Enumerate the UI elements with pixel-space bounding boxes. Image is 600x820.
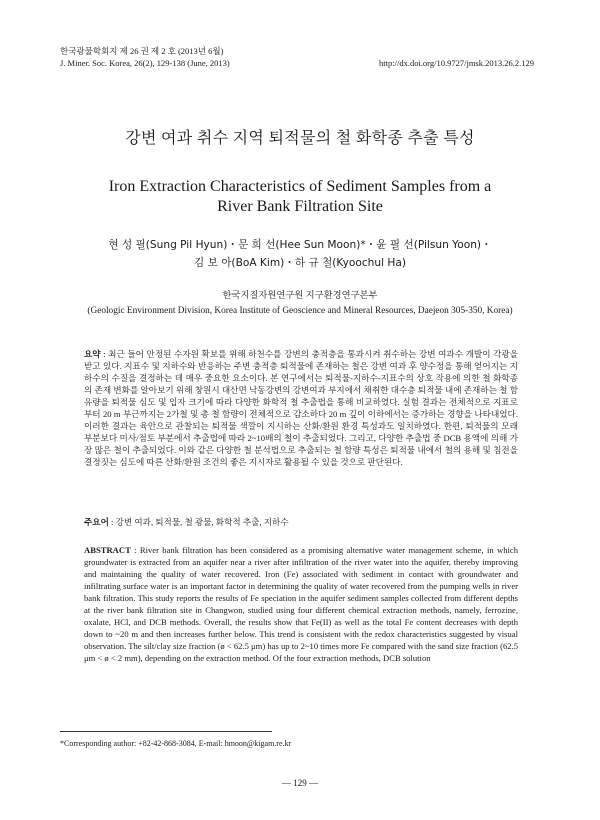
keywords-korean [84, 516, 518, 528]
journal-header-korean: 한국광물학회지 제 26 권 제 2 호 (2013년 6월) [60, 46, 224, 56]
abstract-korean-text: : 최근 들어 안정된 수자원 확보를 위해 하천수를 강변의 충적층을 통과시켜 취수하는 강변 여과수 개발이 각광을 받고 있다. 지표수 및 지하수와 반응하는 주변 충적층 퇴적물에 존재하는 철은 강변 여과 후 양수정을 통해 얻어지는 지하수의 수질을 결정하는 데 매우 중요한 요소이다. 본 연구에서는 퇴적물-지하수-지표수의 상호 작용에 의한 철 화학종의 존재 변화를 알아보기 위해 창원시 대산면 낙동강변의 강변여과 부지에서 채취한 대수층 퇴적물 내에 존재하는 철 함유량을 퇴적물 심도 및 입자 크기에 따라 다양한 화학적 철 추출법을 통해 비교하였다. 실험 결과는 전체적으로 지표로부터 20 m 부근까지는 2가철 및 총 철 함량이 전체적으로 감소하다 20 m 깊이 이하에서는 증가하는 경향을 나타내었다. 이러한 결과는 육안으로 관찰되는 퇴적물 색깔이 지시하는 산화/환원 환경 특성과도 일치하였다. 한편, 퇴적물의 모래 부분보다 미사/점토 부분에서 추출법에 따라 2~10배의 철이 추출되었다. 그리고, 다양한 추출법 중 DCB 용액에 의해 가장 많은 철이 추출되었다. 이와 같은 다양한 철 분석법으로 추출되는 철 함량 특성은 퇴적물 내에서 철의 용해 및 침전을 결정짓는 심도에 따른 산화/환원 조건의 좋은 지시자로 활용될 수 있을 것으로 판단된다. [84, 349, 518, 468]
abstract-english [84, 544, 518, 664]
author-line-1: 현 성 필(Sung Pil Hyun)・문 희 선(Hee Sun Moon)*・윤 필 선(Pilsun Yoon)・ [108, 239, 492, 251]
journal-header-english: J. Miner. Soc. Korea, 26(2), 129-138 (June, 2013) [60, 58, 230, 68]
footnote-divider [60, 731, 272, 732]
author-list [40, 236, 560, 272]
keywords-korean-text: : 강변 여과, 퇴적물, 철 광물, 화학적 추출, 지하수 [108, 517, 289, 527]
author-line-2: 김 보 아(BoA Kim)・하 규 철(Kyoochul Ha) [194, 257, 406, 269]
abstract-korean [84, 348, 518, 468]
abstract-english-text: : River bank filtration has been considered as a promising alternative water management scheme, in which groundwater is extracted from an aquifer near a river after infiltration of the river water into the aquifer, thereby improving and maintaining the quality of water recovered. Iron (Fe) associated with sediment in contact with groundwater and infiltrating surface water is an important factor in determining the quality of water recovered from the pumping wells in river bank filtration. This study reports the results of Fe speciation in the aquifer sediment samples collected from different depths at the river bank filtration site in Changwon, studied using four different chemical extraction methods, namely, ferrozine, oxalate, HCl, and DCB methods. Overall, the results show that Fe(II) as well as the total Fe content decreases with depth down to ~20 m and then increases further below. This trend is consistent with the redox characteristics suggested by visual observation. The silt/clay size fraction (ø < 62.5 μm) has up to 2~10 times more Fe compared with the sand size fraction (62.5 μm < ø < 2 mm), depending on the extraction method. Of the four extraction methods, DCB solution [84, 545, 518, 664]
abstract-english-label: ABSTRACT [84, 545, 131, 555]
corresponding-author-footnote: *Corresponding author: +82-42-868-3084, E-mail: hmoon@kigam.re.kr [60, 739, 292, 748]
title-english-line-1: Iron Extraction Characteristics of Sediment Samples from a [108, 178, 492, 195]
abstract-korean-label: 요약 [84, 349, 101, 359]
affiliation-korean: 한국지질자원연구원 지구환경연구본부 [222, 291, 378, 301]
article-title-english [60, 177, 540, 217]
article-title-korean: 강변 여과 취수 지역 퇴적물의 철 화학종 추출 특성 [125, 130, 475, 147]
title-english-line-2: River Bank Filtration Site [217, 198, 383, 215]
page-number: — 129 — [282, 778, 318, 788]
keywords-korean-label: 주요어 [84, 517, 109, 527]
doi-link[interactable]: http://dx.doi.org/10.9727/jmsk.2013.26.2.129 [379, 58, 534, 68]
affiliation-english: (Geologic Environment Division, Korea Institute of Geoscience and Mineral Resources, Daejeon 305-350, Korea) [87, 306, 513, 316]
